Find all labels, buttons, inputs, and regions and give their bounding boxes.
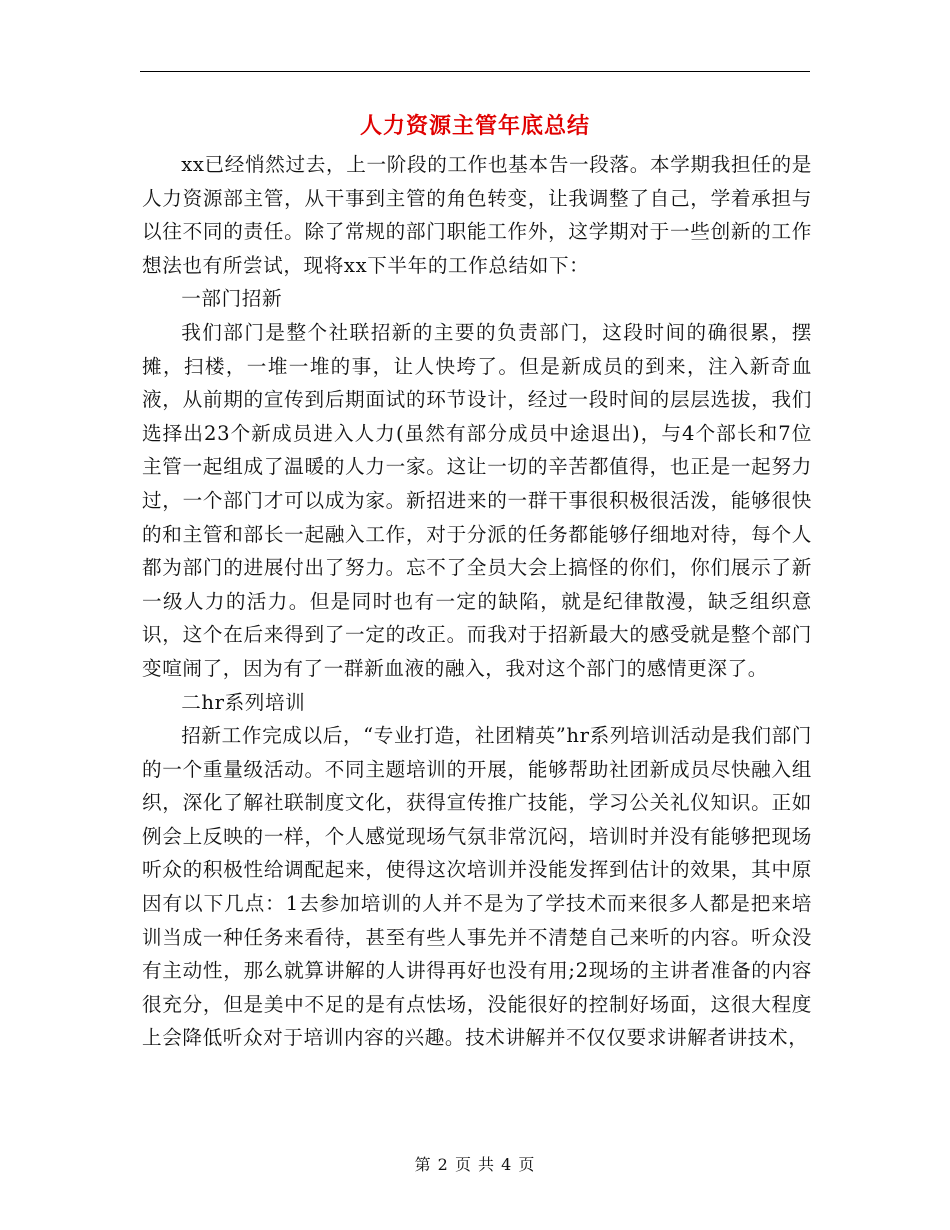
document-body [142,148,812,1055]
page-footer: 第 2 页 共 4 页 [414,1155,536,1174]
header-rule [140,71,810,72]
document-title: 人力资源主管年底总结 [359,113,590,139]
section-heading-recruitment: 一部门招新 [181,287,283,311]
recruitment-paragraph: 我们部门是整个社联招新的主要的负责部门，这段时间的确很累，摆摊，扫楼，一堆一堆的事，让人快垮了。但是新成员的到来，注入新奇血液，从前期的宣传到后期面试的环节设计，经过一段时间的层层选拔，我们选择出23个新成员进入人力(虽然有部分成员中途退出)，与4个部长和7位主管一起组成了温暖的人力一家。这让一切的辛苦都值得，也正是一起努力过，一个部门才可以成为家。新招进来的一群干事很积极很活泼，能够很快的和主管和部长一起融入工作，对于分派的任务都能够仔细地对待，每个人都为部门的进展付出了努力。忘不了全员大会上搞怪的你们，你们展示了新一级人力的活力。但是同时也有一定的缺陷，就是纪律散漫，缺乏组织意识，这个在后来得到了一定的改正。而我对于招新最大的感受就是整个部门变喧闹了，因为有了一群新血液的融入，我对这个部门的感情更深了。 [142,320,812,680]
section-heading-training: 二hr系列培训 [181,690,306,714]
intro-paragraph: xx已经悄然过去，上一阶段的工作也基本告一段落。本学期我担任的是人力资源部主管，从干事到主管的角色转变，让我调整了自己，学着承担与以往不同的责任。除了常规的部门职能工作外，这学期对于一些创新的工作想法也有所尝试，现将xx下半年的工作总结如下： [142,153,812,277]
training-paragraph: 招新工作完成以后，“专业打造，社团精英”hr系列培训活动是我们部门的一个重量级活动。不同主题培训的开展，能够帮助社团新成员尽快融入组织，深化了解社联制度文化，获得宣传推广技能，学习公关礼仪知识。正如例会上反映的一样，个人感觉现场气氛非常沉闷，培训时并没有能够把现场听众的积极性给调配起来，使得这次培训并没能发挥到估计的效果，其中原因有以下几点：1去参加培训的人并不是为了学技术而来很多人都是把来培训当成一种任务来看待，甚至有些人事先并不清楚自己来听的内容。听众没有主动性，那么就算讲解的人讲得再好也没有用;2现场的主讲者准备的内容很充分，但是美中不足的是有点怯场，没能很好的控制好场面，这很大程度上会降低听众对于培训内容的兴趣。技术讲解并不仅仅要求讲解者讲技术， [142,724,812,1050]
